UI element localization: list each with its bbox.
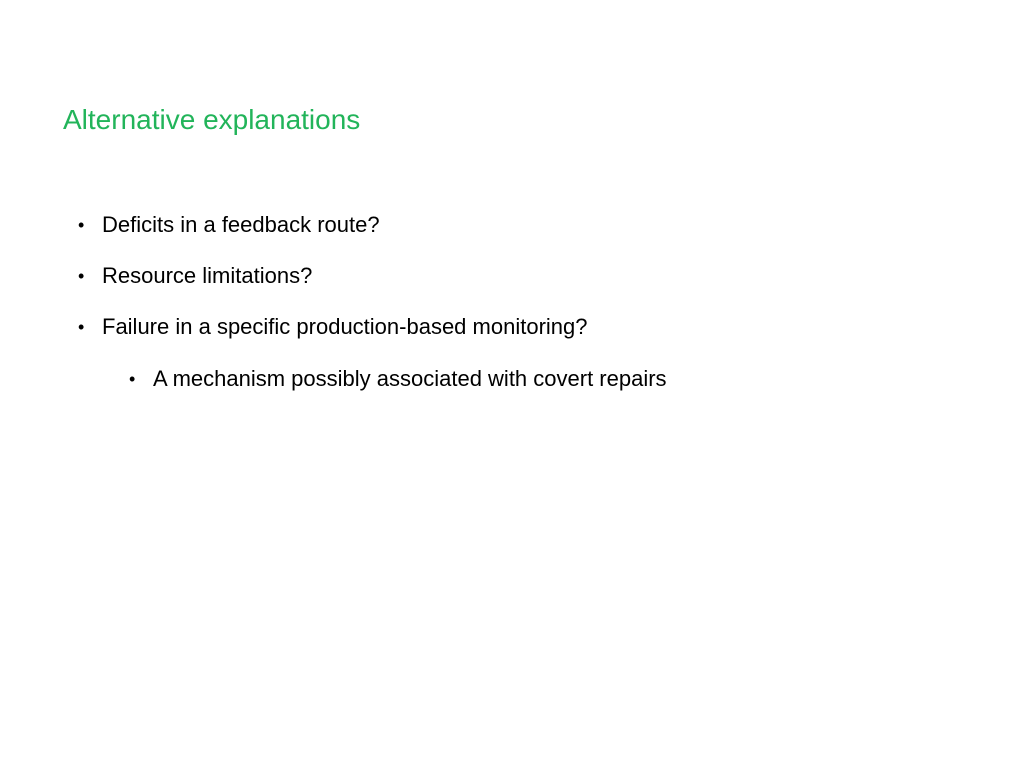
bullet-icon: • <box>78 215 85 235</box>
bullet-icon: • <box>78 266 85 286</box>
bullet-text: Failure in a specific production-based monitoring? <box>102 314 588 339</box>
bullet-icon: • <box>78 317 85 337</box>
bullet-text: A mechanism possibly associated with covert repairs <box>153 366 667 391</box>
bullet-text: Resource limitations? <box>102 263 313 288</box>
bullet-text: Deficits in a feedback route? <box>102 212 380 237</box>
slide-title: Alternative explanations <box>63 104 361 135</box>
bullet-icon: • <box>129 369 136 389</box>
